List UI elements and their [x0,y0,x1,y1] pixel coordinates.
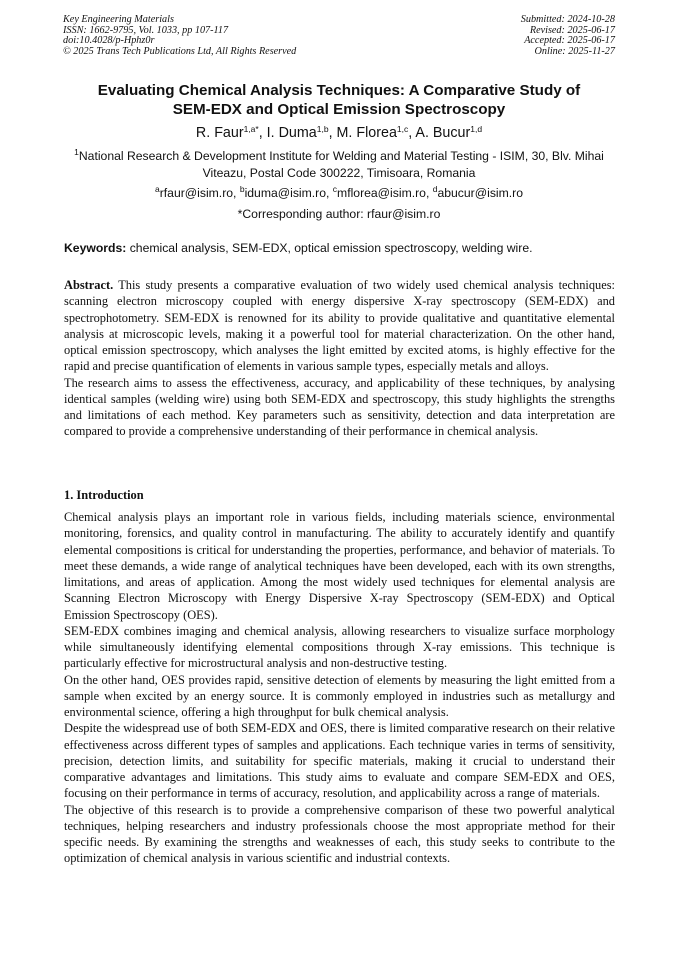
intro-paragraph: SEM-EDX combines imaging and chemical analysis, allowing researchers to visualize surface morphology while simultaneously identifying elemental compositions through X-ray emissions. This technique is particularly effective for microstructural analysis and non-destructive testing. [64,623,615,671]
abstract-paragraph: The research aims to assess the effectiveness, accuracy, and applicability of these techniques, by analysing identical samples (welding wire) using both SEM-EDX and spectroscopy, this study highlights the strengths and limitations of each method. Key parameters such as sensitivity, detection and data interpretation are compared to provide a comprehensive understanding of their performance in chemical analysis. [64,375,615,439]
author-affil-mark: 1,c [396,124,409,134]
email-separator: , [326,186,333,200]
abstract-paragraph: Abstract. This study presents a comparative evaluation of two widely used chemical analysis techniques: scanning electron microscopy coupled with energy dispersive X-ray spectroscopy (SEM-EDX) and spectrophotometry. SEM-EDX is renowned for its ability to provide qualitative and quantitative elemental analysis at microscopic levels, making it a powerful tool for material characterization. On the other hand, optical emission spectroscopy, which analyses the light emitted by excited atoms, is highly effective for the rapid and precise quantification of elements in various sample types, especially metals and alloys. [64,278,615,374]
email-mark: c [332,184,338,194]
affiliation-line-1: $^1$National Research & Development Institute for Welding and Material Testing - ISIM, 30, Blv. Mihai [74,147,604,163]
date-submitted: Submitted: 2024-10-28 [520,14,615,25]
journal-issn: ISSN: 1662-9795, Vol. 1033, pp 107-117 [63,24,229,36]
affiliation-mark: 1 [74,147,79,157]
author-name: M. Florea [336,125,397,141]
intro-paragraph: On the other hand, OES provides rapid, sensitive detection of elements by measuring the light emitted from a sample when excited by an energy source. It is commonly employed in industries such as metallurgy and environmental science, offering a high throughput for bulk chemical analysis. [64,672,615,719]
affiliation [60,148,618,182]
author-separator: , [408,125,416,141]
intro-paragraph: The objective of this research is to provide a comprehensive comparison of these two powerful analytical techniques, helping researchers and industry professionals choose the most appropriate method for their specific needs. By examining the strengths and weaknesses of each, this study seeks to contribute to the optimization of chemical analysis in various scientific and industrial contexts. [64,802,615,866]
email-separator: , [233,186,240,200]
author-affil-mark: 1,d [470,124,483,134]
email-address[interactable]: rfaur@isim.ro [159,186,234,200]
journal-info [63,15,296,57]
author-name: I. Duma [266,125,317,141]
author-separator: , [258,125,267,141]
keywords-label: Keywords: [64,241,127,255]
author-name: A. Bucur [415,125,471,141]
abstract [64,277,615,440]
date-online: Online: 2025-11-27 [534,45,615,57]
author-affil-mark: 1,b [316,124,329,134]
intro-paragraph: Despite the widespread use of both SEM-EDX and OES, there is limited comparative research on their relative effectiveness across different types of samples and applications. Each technique varies in terms of sensitivity, precision, detection limits, and suitability for specific materials, making it crucial to understand their comparative advantages and limitations. This study aims to evaluate and compare SEM-EDX and OES, focusing on their performance in terms of accuracy, resolution, and applicability across a range of materials. [64,721,615,801]
affiliation-line-2: Viteazu, Postal Code 300222, Timisoara, Romania [202,166,476,180]
keywords [64,240,616,257]
intro-paragraph: Chemical analysis plays an important role in various fields, including materials science, environmental monitoring, forensics, and quality control in manufacturing. The ability to accurately identify and quantify elemental compositions is critical for understanding the properties, performance, and behavior of materials. To meet these demands, a wide range of analytical techniques have been developed, each with its own strengths, limitations, and areas of application. Among the most widely used techniques for elemental analysis are Scanning Electron Microscopy with Energy Dispersive X-ray Spectroscopy (SEM-EDX) and Optical Emission Spectroscopy (OES). [64,510,615,622]
email-address[interactable]: iduma@isim.ro [244,186,327,200]
title-line-2: SEM-EDX and Optical Emission Spectroscopy [172,101,506,118]
email-address[interactable]: abucur@isim.ro [437,186,523,200]
journal-doi: doi:10.4028/p-Hphz0r [63,35,155,47]
email-mark: b [239,184,245,194]
corresponding-author: *Corresponding author: rfaur@isim.ro [237,207,441,221]
paper-title [40,81,638,119]
keywords-text: chemical analysis, SEM-EDX, optical emission spectroscopy, welding wire. [126,241,533,255]
author-affil-mark: 1,a* [243,124,259,134]
journal-copyright: © 2025 Trans Tech Publications Ltd, All Rights Reserved [63,45,297,57]
submission-dates [521,15,615,57]
email-address[interactable]: mflorea@isim.ro [337,186,426,200]
email-separator: , [425,186,433,200]
author-name: R. Faur [195,125,244,141]
email-mark: a [154,184,160,194]
abstract-label: Abstract. [64,278,114,292]
title-line-1: Evaluating Chemical Analysis Techniques: A Comparative Study of [97,82,581,99]
author-emails [40,185,638,202]
date-revised: Revised: 2025-06-17 [529,24,615,36]
section-heading: 1. Introduction [64,488,144,502]
author-list [40,124,638,142]
journal-name: Key Engineering Materials [63,14,174,25]
email-mark: d [432,184,438,194]
author-separator: , [328,125,337,141]
introduction-body [64,509,615,867]
date-accepted: Accepted: 2025-06-17 [524,35,615,47]
